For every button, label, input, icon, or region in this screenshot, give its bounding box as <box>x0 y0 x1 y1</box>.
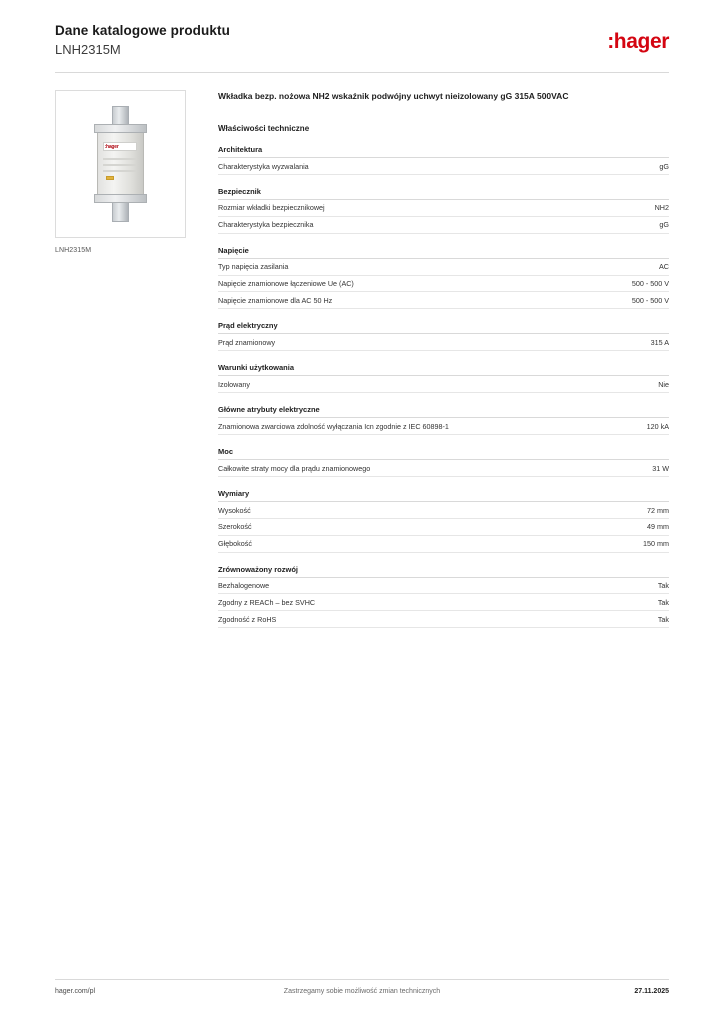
spec-row-value: 500 - 500 V <box>631 279 669 289</box>
spec-group <box>218 489 669 553</box>
spec-row <box>218 418 669 435</box>
spec-group-title: Moc <box>218 447 669 460</box>
spec-group <box>218 321 669 351</box>
product-description: Wkładka bezp. nożowa NH2 wskaźnik podwójny uchwyt nieizolowany gG 315A 500VAC <box>218 91 569 101</box>
spec-groups <box>218 145 669 628</box>
spec-group <box>218 363 669 393</box>
spec-row-label: Prąd znamionowy <box>218 337 276 347</box>
spec-row <box>218 578 669 595</box>
fuse-stripe <box>103 158 136 160</box>
spec-group <box>218 145 669 175</box>
spec-row <box>218 460 669 477</box>
spec-row-value: 500 - 500 V <box>631 296 669 306</box>
spec-row <box>218 502 669 519</box>
spec-group-title: Główne atrybuty elektryczne <box>218 405 669 418</box>
spec-row <box>218 217 669 234</box>
footer-website-link[interactable]: hager.com/pl <box>55 988 96 995</box>
spec-row <box>218 519 669 536</box>
spec-row-value: 31 W <box>652 463 669 473</box>
footer-divider <box>55 979 669 980</box>
page-title: Dane katalogowe produktu <box>55 23 230 38</box>
spec-group-title: Napięcie <box>218 246 669 259</box>
spec-row-label: Izolowany <box>218 379 250 389</box>
spec-row-value: 49 mm <box>647 522 669 532</box>
header-divider <box>55 72 669 73</box>
fuse-cap-bottom <box>94 194 147 203</box>
spec-group-title: Prąd elektryczny <box>218 321 669 334</box>
fuse-stripe <box>103 170 136 172</box>
fuse-brand-mark: :hager <box>104 144 119 150</box>
spec-row-value: gG <box>659 161 669 171</box>
spec-row <box>218 292 669 309</box>
fuse-stripe <box>103 164 136 166</box>
spec-group-title: Wymiary <box>218 489 669 502</box>
spec-row-label: Całkowite straty mocy dla prądu znamionowego <box>218 463 371 473</box>
spec-row-value: 120 kA <box>646 421 669 431</box>
specification-column <box>218 90 669 628</box>
spec-row-label: Szerokość <box>218 522 252 532</box>
spec-row-label: Rozmiar wkładki bezpiecznikowej <box>218 203 325 213</box>
product-image-frame <box>55 90 186 238</box>
spec-row-label: Znamionowa zwarciowa zdolność wyłączania Icn zgodnie z IEC 60898-1 <box>218 421 449 431</box>
spec-row-value: 315 A <box>650 337 669 347</box>
spec-row <box>218 200 669 217</box>
spec-row-label: Bezhalogenowe <box>218 581 270 591</box>
spec-row-value: 72 mm <box>647 505 669 515</box>
spec-row <box>218 536 669 553</box>
spec-row-label: Napięcie znamionowe dla AC 50 Hz <box>218 296 333 306</box>
spec-row-value: Tak <box>657 614 669 624</box>
nh-fuse-link-illustration <box>91 106 151 222</box>
spec-group <box>218 447 669 477</box>
spec-row-label: Napięcie znamionowe łączeniowe Ue (AC) <box>218 279 354 289</box>
spec-row <box>218 376 669 393</box>
spec-row-value: Tak <box>657 598 669 608</box>
spec-row <box>218 259 669 276</box>
spec-row <box>218 611 669 628</box>
spec-row <box>218 158 669 175</box>
spec-group-title: Bezpiecznik <box>218 187 669 200</box>
spec-row-value: 150 mm <box>643 539 669 549</box>
spec-row-label: Głębokość <box>218 539 252 549</box>
spec-row <box>218 276 669 293</box>
spec-row-label: Zgodny z REACh – bez SVHC <box>218 598 316 608</box>
footer-date: 27.11.2025 <box>634 988 669 995</box>
spec-row-label: Wysokość <box>218 505 251 515</box>
spec-group <box>218 405 669 435</box>
spec-group <box>218 246 669 310</box>
page-subtitle: LNH2315M <box>55 42 121 57</box>
spec-section-title: Właściwości techniczne <box>218 124 310 133</box>
spec-row-value: Tak <box>657 581 669 591</box>
spec-group-title: Warunki użytkowania <box>218 363 669 376</box>
spec-row <box>218 334 669 351</box>
spec-row-value: NH2 <box>654 203 669 213</box>
product-image-caption: LNH2315M <box>55 247 92 254</box>
spec-row <box>218 594 669 611</box>
page-footer <box>55 988 669 1002</box>
spec-row-label: Charakterystyka bezpiecznika <box>218 220 314 230</box>
spec-group-title: Architektura <box>218 145 669 158</box>
product-image-column <box>55 90 188 254</box>
spec-row-value: gG <box>659 220 669 230</box>
page-header <box>55 22 669 66</box>
spec-group <box>218 187 669 234</box>
spec-row-value: AC <box>659 262 669 272</box>
spec-row-label: Zgodność z RoHS <box>218 614 277 624</box>
spec-group <box>218 565 669 629</box>
spec-row-value: Nie <box>658 379 669 389</box>
spec-row-label: Typ napięcia zasilania <box>218 262 289 272</box>
spec-row-label: Charakterystyka wyzwalania <box>218 161 309 171</box>
footer-disclaimer: Zastrzegamy sobie możliwość zmian technicznych <box>283 988 441 995</box>
fuse-cap-top <box>94 124 147 133</box>
hager-logo: :hager <box>607 30 669 53</box>
fuse-indicator <box>106 176 114 180</box>
spec-group-title: Zrównoważony rozwój <box>218 565 669 578</box>
